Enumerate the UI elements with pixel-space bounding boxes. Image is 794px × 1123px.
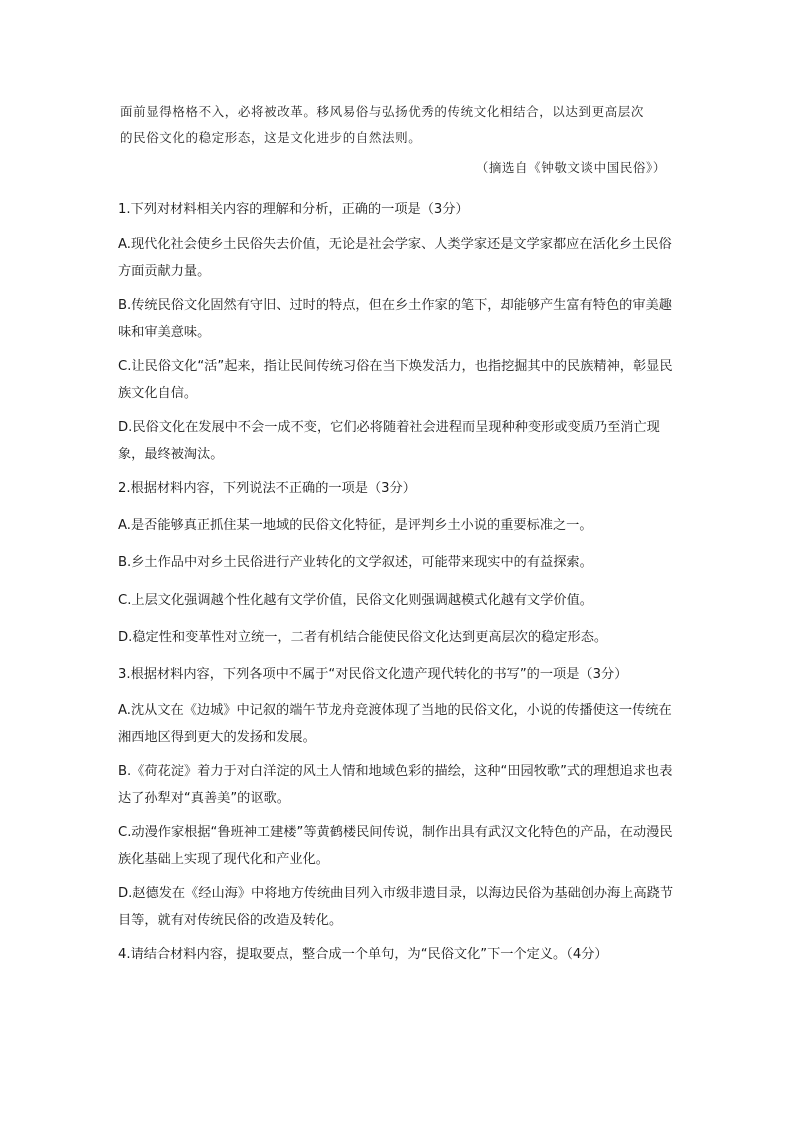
question-1-option-a: A.现代化社会使乡土民俗失去价值，无论是社会学家、人类学家还是文学家都应在活化乡土民俗方面贡献力量。 — [118, 237, 672, 279]
question-4-stem: 4.请结合材料内容，提取要点，整合成一个单句，为“民俗文化”下一个定义。（4分） — [118, 947, 608, 962]
passage-line-2: 的民俗文化的稳定形态，这是文化进步的自然法则。 — [120, 130, 422, 145]
question-2-option-c: C.上层文化强调越个性化越有文学价值，民俗文化则强调越模式化越有文学价值。 — [118, 593, 593, 608]
question-2-option-b: B.乡土作品中对乡土民俗进行产业转化的文学叙述，可能带来现实中的有益探索。 — [118, 555, 593, 570]
question-2-option-d: D.稳定性和变革性对立统一，二者有机结合能使民俗文化达到更高层次的稳定形态。 — [118, 630, 608, 645]
question-1-stem: 1.下列对材料相关内容的理解和分析，正确的一项是（3分） — [118, 202, 469, 217]
passage-excerpt — [120, 99, 680, 151]
question-1-option-c: C.让民俗文化“活”起来，指让民间传统习俗在当下焕发活力，也指挖掘其中的民族精神，彰显民族文化自信。 — [118, 359, 673, 401]
question-1-option-d: D.民俗文化在发展中不会一成不变，它们必将随着社会进程而呈现种种变形或变质乃至消亡现象，最终被淘汰。 — [118, 420, 660, 462]
question-3-option-d: D.赵德发在《经山海》中将地方传统曲目列入市级非遗目录，以海边民俗为基础创办海上高跷节目等，就有对传统民俗的改造及转化。 — [118, 886, 674, 928]
question-1-option-b: B.传统民俗文化固然有守旧、过时的特点，但在乡土作家的笔下，却能够产生富有特色的审美趣味和审美意味。 — [118, 298, 672, 340]
question-3-option-c: C.动漫作家根据“鲁班神工建楼”等黄鹤楼民间传说，制作出具有武汉文化特色的产品，在动漫民族化基础上实现了现代化和产业化。 — [118, 825, 673, 867]
source-citation: （摘选自《钟敬文谈中国民俗》） — [475, 160, 666, 175]
question-3-option-b: B.《荷花淀》着力于对白洋淀的风土人情和地域色彩的描绘，这种“田园牧歌”式的理想追求也表达了孙犁对“真善美”的讴歌。 — [118, 764, 673, 806]
passage-line-1: 面前显得格格不入，必将被改革。移风易俗与弘扬优秀的传统文化相结合，以达到更高层次 — [120, 104, 645, 119]
question-3-stem: 3.根据材料内容，下列各项中不属于“对民俗文化遗产现代转化的书写”的一项是（3分） — [118, 667, 628, 682]
question-3-option-a: A.沈从文在《边城》中记叙的端午节龙舟竞渡体现了当地的民俗文化，小说的传播使这一传统在湘西地区得到更大的发扬和发展。 — [118, 703, 672, 745]
question-2-option-a: A.是否能够真正抓住某一地域的民俗文化特征，是评判乡土小说的重要标准之一。 — [118, 518, 593, 533]
question-2-stem: 2.根据材料内容，下列说法不正确的一项是（3分） — [118, 481, 416, 496]
